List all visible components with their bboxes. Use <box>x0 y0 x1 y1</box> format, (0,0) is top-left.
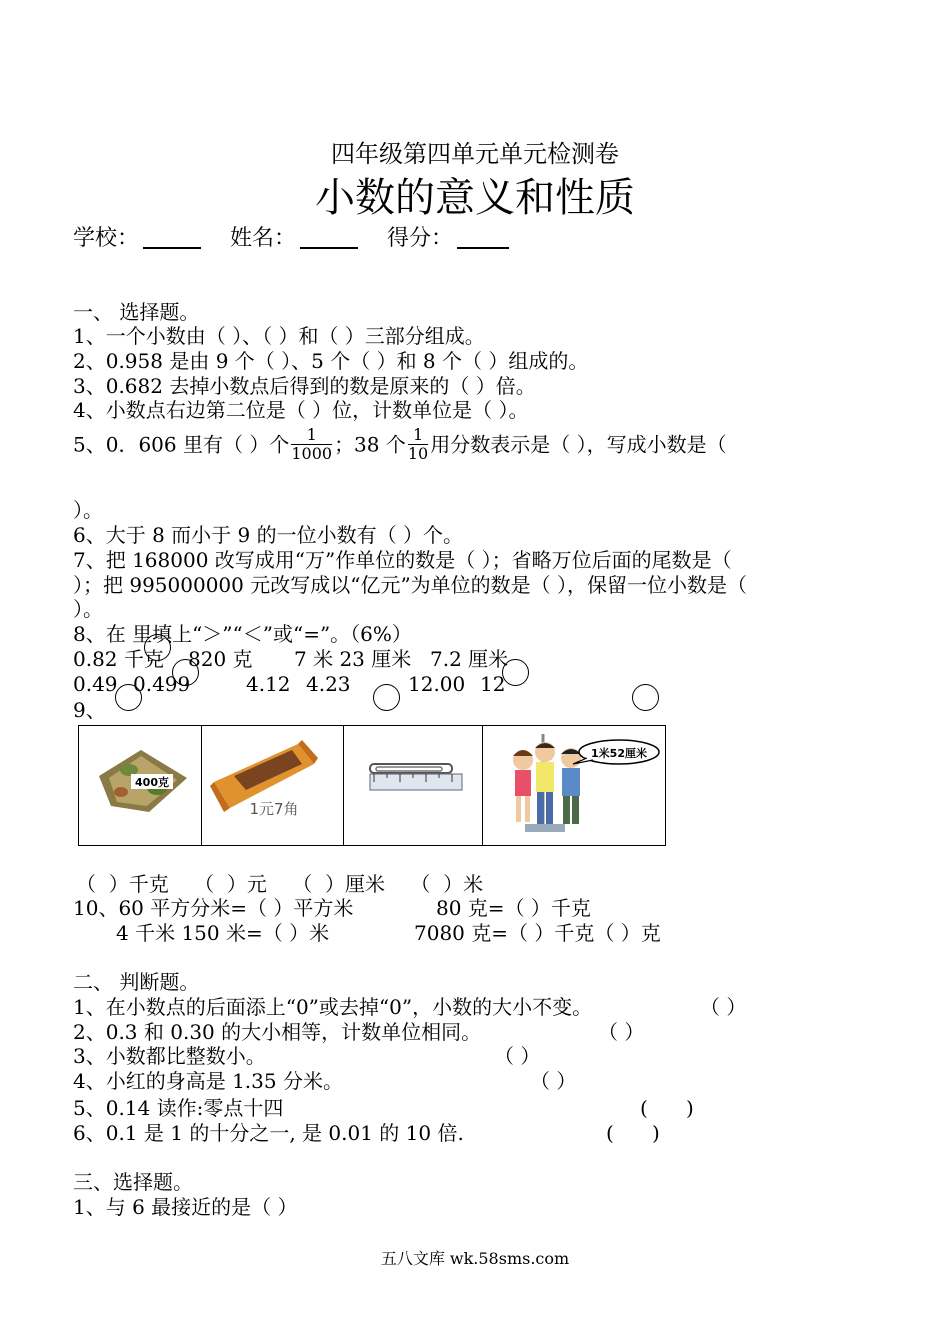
fraction-1-10 <box>408 426 428 463</box>
judge-item-6: 6、0.1 是 1 的十分之一, 是 0.01 的 10 倍. <box>73 1121 464 1145</box>
frac2-numerator: 1 <box>408 426 428 445</box>
s1-q6: 6、大于 8 而小于 9 的一位小数有（ ）个。 <box>73 523 463 547</box>
section3-heading: 三、选择题。 <box>73 1170 193 1194</box>
s1-q7-line1: 7、把 168000 改写成用“万”作单位的数是（ ）；省略万位后面的尾数是（ <box>73 548 732 572</box>
judge-item-4: 4、小红的身高是 1.35 分米。 <box>73 1069 343 1093</box>
s1-q5-line2: ）。 <box>73 498 103 522</box>
comparison-circle[interactable] <box>502 659 529 686</box>
comparison-circle[interactable] <box>632 684 659 711</box>
judge-item-3: 3、小数都比整数小。 <box>73 1044 266 1068</box>
s1-q9: 9、 <box>73 698 106 722</box>
judge-mark-2[interactable]: （ ） <box>598 1020 645 1044</box>
s1-q4: 4、小数点右边第二位是（ ）位，计数单位是（ ）。 <box>73 398 529 422</box>
comparison-circle[interactable] <box>144 634 171 661</box>
s3-q1: 1、与 6 最接近的是（ ） <box>73 1195 298 1219</box>
price-label: 1元7角 <box>249 800 299 818</box>
judge-mark-6[interactable]: ( ) <box>606 1121 660 1145</box>
judge-mark-5[interactable]: ( ) <box>640 1096 694 1120</box>
q8-r2-d: 4.23 <box>306 672 351 696</box>
info-line <box>73 226 513 252</box>
section1-heading: 一、 选择题。 <box>73 300 200 324</box>
judge-item-1: 1、在小数点的后面添上“0”或去掉“0”，小数的大小不变。 <box>73 995 593 1019</box>
comparison-circle[interactable] <box>373 684 400 711</box>
q8-r2-e: 12.00 <box>408 672 466 696</box>
section2-heading: 二、 判断题。 <box>73 970 200 994</box>
measurement-picture-table <box>78 725 666 846</box>
chocolate-bar-image <box>202 726 342 844</box>
q8-r1-d: 7.2 厘米 <box>430 647 509 671</box>
chocolate-bar-cell <box>202 726 344 845</box>
score-blank <box>457 227 509 249</box>
bag-weight-label: 400克 <box>135 776 169 789</box>
judge-mark-3[interactable]: （ ） <box>494 1044 541 1068</box>
q5-part2: ；38 个 <box>334 432 406 457</box>
s1-q7-line3: ）。 <box>73 597 103 621</box>
q8-r2-c: 4.12 <box>246 672 291 696</box>
s1-q5 <box>73 426 727 463</box>
q8-r2-f: 12 <box>480 672 506 696</box>
ruler-paperclip-cell <box>344 726 483 845</box>
exam-title: 小数的意义和性质 <box>315 175 635 221</box>
fraction-1-1000 <box>291 426 332 463</box>
q5-part3: 用分数表示是（ ），写成小数是（ <box>430 432 727 457</box>
school-label: 学校： <box>73 226 140 251</box>
name-label: 姓名： <box>230 226 297 251</box>
comparison-circle[interactable] <box>172 659 199 686</box>
s1-q10-line1-a: 10、60 平方分米=（ ）平方米 <box>73 896 354 920</box>
frac2-denominator: 10 <box>407 444 429 463</box>
comparison-circle[interactable] <box>115 684 142 711</box>
judge-item-5: 5、0.14 读作:零点十四 <box>73 1096 284 1120</box>
s1-q8: 8、在 里填上“＞”“＜”或“=”。（6%） <box>73 622 412 646</box>
candy-bag-image <box>79 726 200 844</box>
s1-q1: 1、一个小数由（ ）、（ ）和（ ）三部分组成。 <box>73 324 485 348</box>
q8-r1-a: 0.82 千克 <box>73 647 164 671</box>
s1-q3: 3、0.682 去掉小数点后得到的数是原来的（ ）倍。 <box>73 374 536 398</box>
judge-item-2: 2、0.3 和 0.30 的大小相等，计数单位相同。 <box>73 1020 482 1044</box>
frac1-numerator: 1 <box>291 426 332 445</box>
name-blank <box>300 227 358 249</box>
s1-q10-line2-b: 7080 克=（ ）千克（ ）克 <box>414 921 661 945</box>
frac1-denominator: 1000 <box>291 444 333 463</box>
score-label: 得分： <box>387 226 454 251</box>
q8-r1-b: 820 克 <box>188 647 253 671</box>
judge-mark-4[interactable]: （ ） <box>530 1069 577 1093</box>
children-height-cell <box>483 726 665 845</box>
s1-q10-line2-a: 4 千米 150 米=（ ）米 <box>116 921 330 945</box>
s1-q2: 2、0.958 是由 9 个（ ）、5 个（ ）和 8 个（ ）组成的。 <box>73 349 589 373</box>
s1-q7-line2: ）；把 995000000 元改写成以“亿元”为单位的数是（ ），保留一位小数是（ <box>73 573 748 597</box>
children-height-image <box>483 726 665 844</box>
q5-part1: 5、0．606 里有（ ）个 <box>73 432 290 457</box>
exam-subtitle: 四年级第四单元单元检测卷 <box>331 140 619 168</box>
school-blank <box>143 227 201 249</box>
q8-r2-a: 0.49 <box>73 672 118 696</box>
q9-answer-line: （ ）千克 （ ）元 （ ）厘米 （ ）米 <box>76 872 484 896</box>
s1-q10-line1-b: 80 克=（ ）千克 <box>436 896 591 920</box>
q8-r2-b: 0.499 <box>133 672 191 696</box>
ruler-paperclip-image <box>344 726 481 844</box>
footer-source: 五八文库 wk.58sms.com <box>380 1249 570 1268</box>
q8-r1-c: 7 米 23 厘米 <box>294 647 412 671</box>
candy-bag-cell <box>79 726 202 845</box>
judge-mark-1[interactable]: （ ） <box>700 995 747 1019</box>
height-label: 1米52厘米 <box>591 747 647 760</box>
